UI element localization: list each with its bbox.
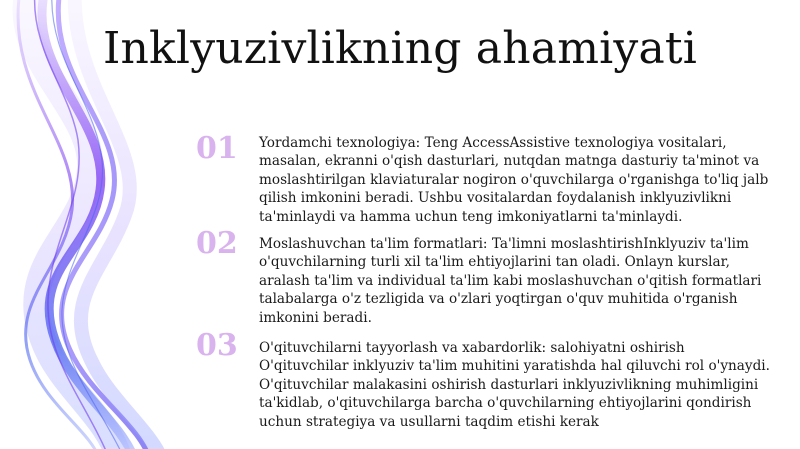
item-number: 01: [196, 131, 238, 166]
item-text: Yordamchi texnologiya: Teng AccessAssistive texnologiya vositalari, masalan, ekranni o'qish dasturlari, nutqdan matnga dasturiy ta'minot va moslashtirilgan klaviaturalar nogiron o'quvchilarga o'rganishga to'liq jalb qilish imkonini beradi. Ushbu vositalardan foydalanish inklyuzivlikni ta'minlaydi va hamma uchun teng imkoniyatlarni ta'minlaydi.: [259, 135, 769, 225]
slide-title: Inklyuzivlikning ahamiyati: [102, 23, 698, 74]
item-number: 02: [196, 226, 238, 261]
item-text: Moslashuvchan ta'lim formatlari: Ta'limni moslashtirishInklyuziv ta'lim o'quvchilarning turli xil ta'lim ehtiyojlarini tan oladi. Onlayn kurslar, aralash ta'lim va individual ta'lim kabi moslashuvchan o'qitish formatlari talabalarga o'z tezligida va o'zlari yoqtirgan o'quv muhitida o'rganish imkonini beradi.: [259, 236, 762, 326]
item-text: O'qituvchilarni tayyorlash va xabardorlik: salohiyatni oshirish O'qituvchilar inklyuziv ta'lim muhitini yaratishda hal qiluvchi rol o'ynaydi. O'qituvchilar malakasini oshirish dasturlari inklyuzivlikning muhimligini ta'kidlab, o'qituvchilarga barcha o'quvchilarning ehtiyojlarini qondirish uchun strategiya va usullarni taqdim etishi kerak: [259, 340, 770, 430]
item-number: 03: [196, 328, 238, 363]
